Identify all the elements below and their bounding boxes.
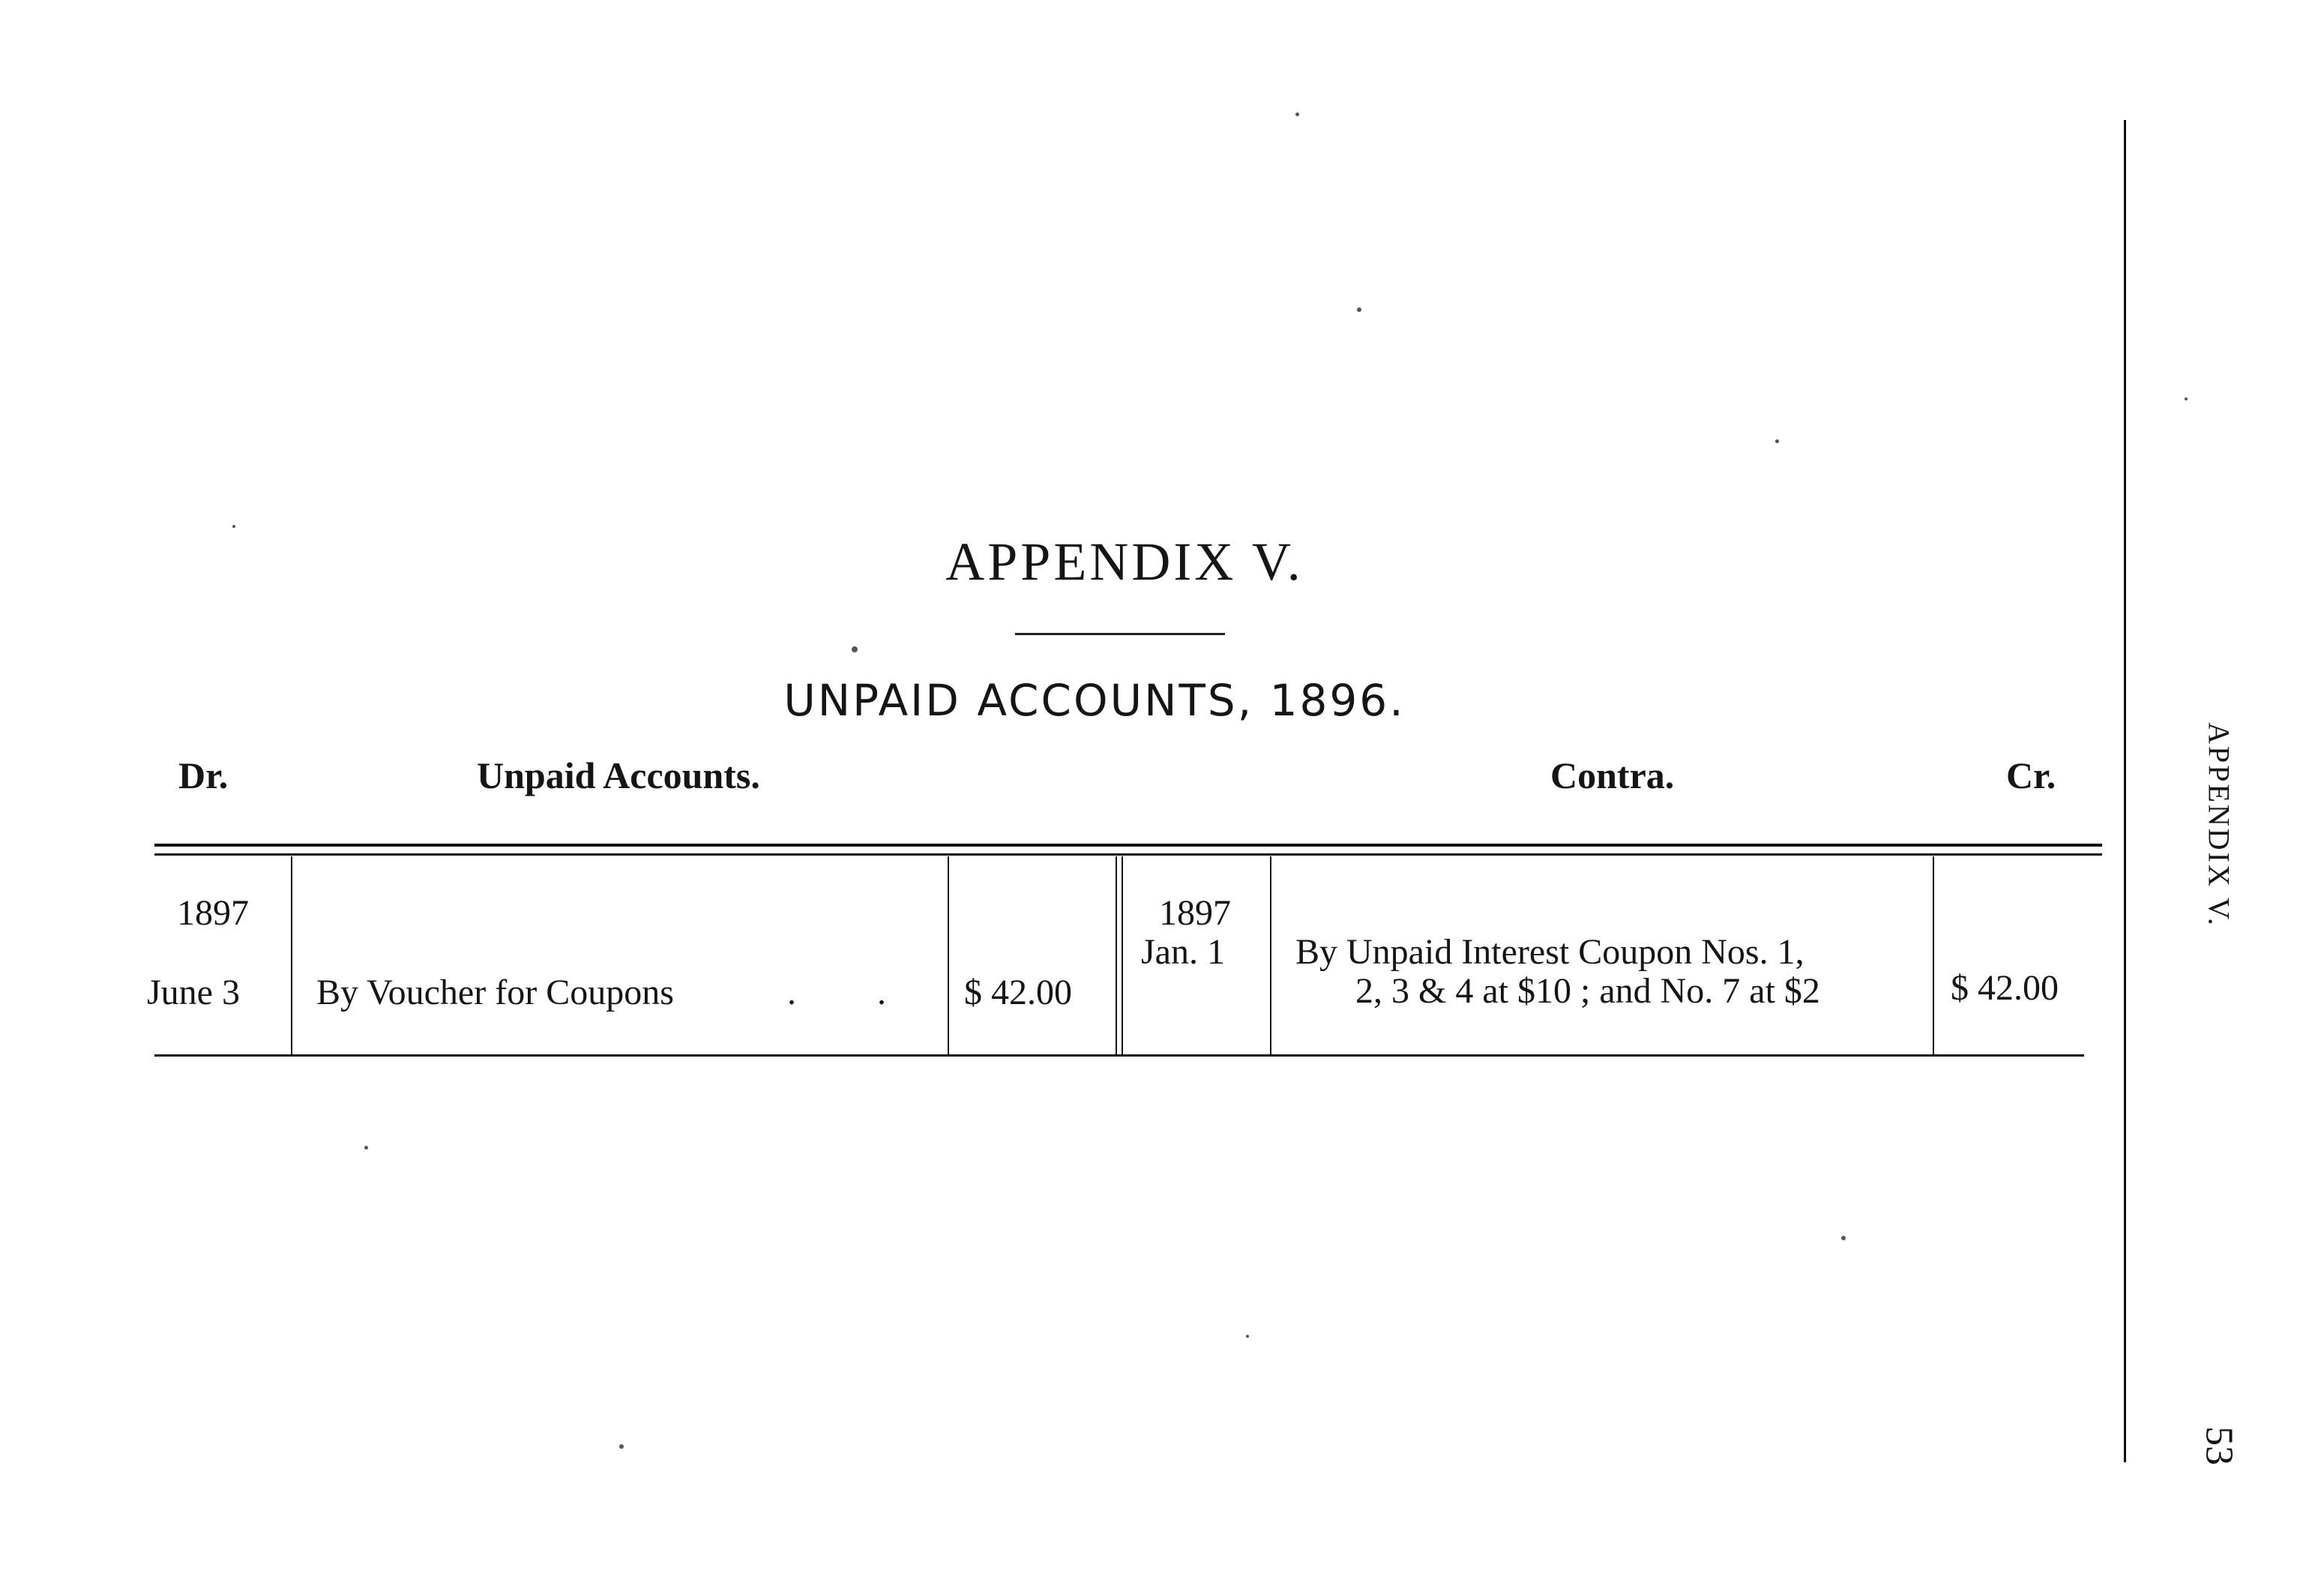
scan-speck <box>1841 1236 1846 1240</box>
title-divider <box>1015 633 1225 635</box>
running-head: APPENDIX V. <box>2202 722 2236 928</box>
debit-date: June 3 <box>147 973 240 1012</box>
header-unpaid-accounts: Unpaid Accounts. <box>477 754 760 796</box>
column-divider-double-right <box>1122 856 1123 1056</box>
column-divider-date <box>291 856 292 1056</box>
appendix-title: APPENDIX V. <box>945 532 1304 592</box>
page-subtitle: UNPAID ACCOUNTS, 1896. <box>783 675 1406 726</box>
header-contra: Contra. <box>1550 754 1675 796</box>
scan-speck <box>2185 397 2188 400</box>
scan-speck <box>1295 112 1299 116</box>
margin-rule <box>2124 120 2126 1462</box>
credit-description-line-2: 2, 3 & 4 at $10 ; and No. 7 at $2 <box>1355 971 1820 1011</box>
credit-year: 1897 <box>1159 893 1231 933</box>
debit-description: By Voucher for Coupons <box>316 973 674 1012</box>
table-top-rule-inner <box>154 853 2102 856</box>
scan-speck <box>1775 439 1779 443</box>
header-dr: Dr. <box>178 754 229 796</box>
column-divider-cr-amount <box>1933 856 1934 1056</box>
scan-speck <box>619 1444 624 1449</box>
credit-amount: $ 42.00 <box>1951 968 2059 1008</box>
credit-description-line-1: By Unpaid Interest Coupon Nos. 1, <box>1295 932 1804 972</box>
table-bottom-rule <box>154 1054 2084 1057</box>
page-number: 53 <box>2197 1426 2241 1465</box>
debit-year: 1897 <box>177 893 249 933</box>
debit-leader-dots: . . <box>787 973 922 1012</box>
column-divider-double-left <box>1116 856 1117 1056</box>
column-divider-amount <box>948 856 949 1056</box>
credit-date: Jan. 1 <box>1141 932 1225 972</box>
debit-amount: $ 42.00 <box>964 973 1072 1012</box>
table-top-rule <box>154 844 2102 847</box>
scan-speck <box>852 646 858 652</box>
header-cr: Cr. <box>2006 754 2056 796</box>
column-divider-contra-date <box>1270 856 1271 1056</box>
scan-speck <box>364 1146 368 1150</box>
scan-speck <box>1357 307 1361 312</box>
scan-speck <box>232 525 235 528</box>
scan-speck <box>1246 1335 1249 1338</box>
